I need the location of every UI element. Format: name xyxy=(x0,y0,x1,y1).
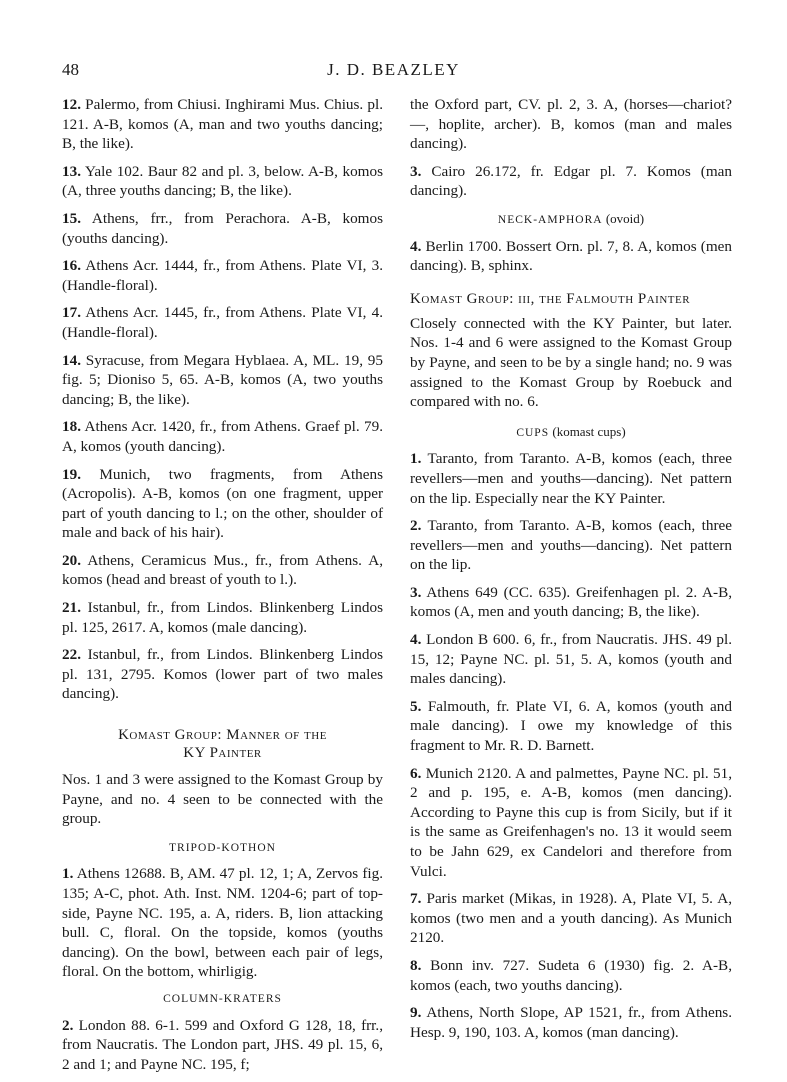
catalogue-entry: 4. Berlin 1700. Bossert Orn. pl. 7, 8. A, komos (men dancing). B, sphinx. xyxy=(410,237,732,275)
catalogue-entry: 21. Istanbul, fr., from Lindos. Blinkenberg Lindos pl. 125, 2617. A, komos (male dancing). xyxy=(62,599,383,636)
catalogue-entry: 9. Athens, North Slope, AP 1521, fr., from Athens. Hesp. 9, 190, 103. A, komos (man dancing). xyxy=(410,1004,732,1041)
catalogue-entry: 15. Athens, frr., from Perachora. A-B, komos (youths dancing). xyxy=(62,209,383,247)
catalogue-entry: 3. Cairo 26.172, fr. Edgar pl. 7. Komos (man dancing). xyxy=(410,162,732,200)
catalogue-entry: 3. Athens 649 (CC. 635). Greifenhagen pl. 2. A-B, komos (A, men and youth dancing; B, the like). xyxy=(410,583,732,621)
right-column xyxy=(410,95,732,1050)
subhead-tripod-kothon: TRIPOD-KOTHON xyxy=(169,841,276,854)
catalogue-entry: 2. Taranto, from Taranto. A-B, komos (each, three revellers—men and youths—dancing). Net pattern on the lip. xyxy=(410,517,732,574)
catalogue-entry: 22. Istanbul, fr., from Lindos. Blinkenberg Lindos pl. 131, 2795. Komos (lower part of two males dancing). xyxy=(62,646,383,703)
section-title-manner: Komast Group: Manner of the KY Painter xyxy=(118,727,327,762)
catalogue-entry: 7. Paris market (Mikas, in 1928). A, Plate VI, 5. A, komos (two men and a youth dancing). As Munich 2120. xyxy=(410,890,732,947)
subhead-column-kraters: COLUMN-KRATERS xyxy=(163,992,282,1005)
subhead-cups: CUPS (komast cups) xyxy=(516,423,626,439)
catalogue-entry: 18. Athens Acr. 1420, fr., from Athens. Graef pl. 79. A, komos (youth dancing). xyxy=(62,418,383,455)
catalogue-entry: 5. Falmouth, fr. Plate VI, 6. A, komos (youth and male dancing). I owe my knowledge of this fragment to Mr. R. D. Barnett. xyxy=(410,697,732,755)
catalogue-entry: 12. Palermo, from Chiusi. Inghirami Mus. Chius. pl. 121. A-B, komos (A, man and two youths dancing; B, the like). xyxy=(62,96,383,153)
catalogue-entry: 6. Munich 2120. A and palmettes, Payne NC. pl. 51, 2 and p. 195, e. A-B, komos (men dancing). According to Payne this cup is from Sicily, but if it is the same as Greifenhagen's no. 13 it would seem to be Jahn 629, ex Candelori and therefore from Vulci. xyxy=(410,764,732,880)
subhead-neck-amphora: NECK-AMPHORA (ovoid) xyxy=(497,210,645,226)
catalogue-entry: 8. Bonn inv. 727. Sudeta 6 (1930) fig. 2. A-B, komos (each, two youths dancing). xyxy=(410,956,732,994)
catalogue-entry: 1. Taranto, from Taranto. A-B, komos (each, three revellers—men and youths—dancing). Net pattern on the lip. Especially near the KY Painter. xyxy=(410,450,732,507)
catalogue-entry: 13. Yale 102. Baur 82 and pl. 3, below. A-B, komos (A, three youths dancing; B, the like). xyxy=(62,162,383,200)
catalogue-entry: 17. Athens Acr. 1445, fr., from Athens. Plate VI, 4. (Handle-floral). xyxy=(62,304,383,341)
catalogue-entry: 19. Munich, two fragments, from Athens (Acropolis). A-B, komos (on one fragment, upper part of youth dancing to l.; on the other, shoulder of male and back of his hair). xyxy=(62,465,383,542)
page-number: 48 xyxy=(62,60,79,79)
catalogue-entry: 1. Athens 12688. B, AM. 47 pl. 12, 1; A, Zervos fig. 135; A-C, phot. Ath. Inst. NM. 1204-6; part of top-side, Payne NC. 195, a. A, riders. B, lion attacking bull. C, floral. On the topside, komos (youths dancing). On the bowl, between each pair of legs, floral. On the bottom, whirligig. xyxy=(62,865,383,981)
section-intro: Closely connected with the KY Painter, but later. Nos. 1-4 and 6 were assigned to the Komast Group by Payne, and seen to be by a single hand; no. 9 was assigned to the Komast Group by Roebuck and compared with no. 6. xyxy=(410,314,732,411)
section-intro: Nos. 1 and 3 were assigned to the Komast Group by Payne, and no. 4 seen to be connected with the group. xyxy=(62,771,383,828)
catalogue-entry: 4. London B 600. 6, fr., from Naucratis. JHS. 49 pl. 15, 12; Payne NC. pl. 51, 5. A, komos (youth and males dancing). xyxy=(410,631,732,688)
catalogue-entry: 14. Syracuse, from Megara Hyblaea. A, ML. 19, 95 fig. 5; Dioniso 5, 65. A-B, komos (A, two youths dancing; B, the like). xyxy=(62,351,383,408)
left-column xyxy=(62,95,383,1082)
running-head: J. D. BEAZLEY xyxy=(327,60,460,79)
catalogue-entry: 2. London 88. 6-1. 599 and Oxford G 128, 18, frr., from Naucratis. The London part, JHS. 49 pl. 15, 6, 2 and 1; and Payne NC. 195, f; xyxy=(62,1016,383,1073)
catalogue-entry: 16. Athens Acr. 1444, fr., from Athens. Plate VI, 3. (Handle-floral). xyxy=(62,257,383,294)
catalogue-entry-continuation: the Oxford part, CV. pl. 2, 3. A, (horses—chariot?—, hoplite, archer). B, komos (man and males dancing). xyxy=(410,96,732,153)
catalogue-entry: 20. Athens, Ceramicus Mus., fr., from Athens. A, komos (head and breast of youth to l.). xyxy=(62,551,383,589)
section-title-falmouth: Komast Group: iii, the Falmouth Painter xyxy=(410,290,691,307)
